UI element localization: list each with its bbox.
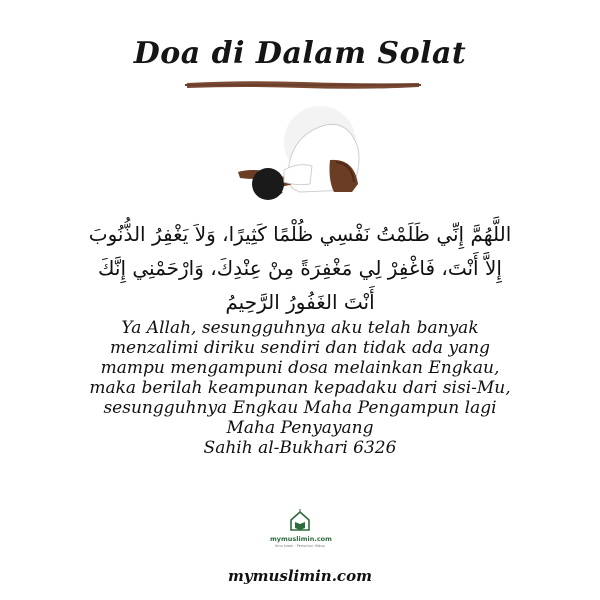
hadith-reference: Sahih al-Bukhari 6326 <box>203 438 397 458</box>
website-footer: mymuslimin.com <box>228 567 372 585</box>
translation-line: sesungguhnya Engkau Maha Pengampun lagi <box>103 398 497 418</box>
brush-divider <box>183 78 423 92</box>
translation-line: Maha Penyayang <box>226 418 374 438</box>
logo-name: mymuslimin.com <box>270 535 332 543</box>
arabic-line: اللَّهُمَّ إِنِّي ظَلَمْتُ نَفْسِي ظُلْمًا كَثِيرًا، وَلاَ يَغْفِرُ الذُّنُوبَ <box>88 222 512 246</box>
translation-line: Ya Allah, sesungguhnya aku telah banyak <box>121 318 479 338</box>
book-house-icon <box>287 508 313 534</box>
arabic-line: إِلاَّ أَنْتَ، فَاغْفِرْ لِي مَغْفِرَةً مِنْ عِنْدِكَ، وَارْحَمْنِي إِنَّكَ <box>98 256 502 280</box>
prayer-translation <box>70 318 530 458</box>
arabic-prayer <box>60 217 540 319</box>
arabic-line: أَنْتَ الغَفُورُ الرَّحِيمُ <box>225 290 375 314</box>
page-title: Doa di Dalam Solat <box>133 36 467 71</box>
translation-line: mampu mengampuni dosa melainkan Engkau, <box>100 358 500 378</box>
prostration-figure-illustration <box>230 100 380 210</box>
site-logo <box>270 508 330 558</box>
logo-tagline: Ilmu Islam · Penuntun Hidup <box>275 544 325 548</box>
translation-line: maka berilah keampunan kepadaku dari sisi-Mu, <box>89 378 511 398</box>
translation-line: menzalimi diriku sendiri dan tidak ada yang <box>109 338 491 358</box>
